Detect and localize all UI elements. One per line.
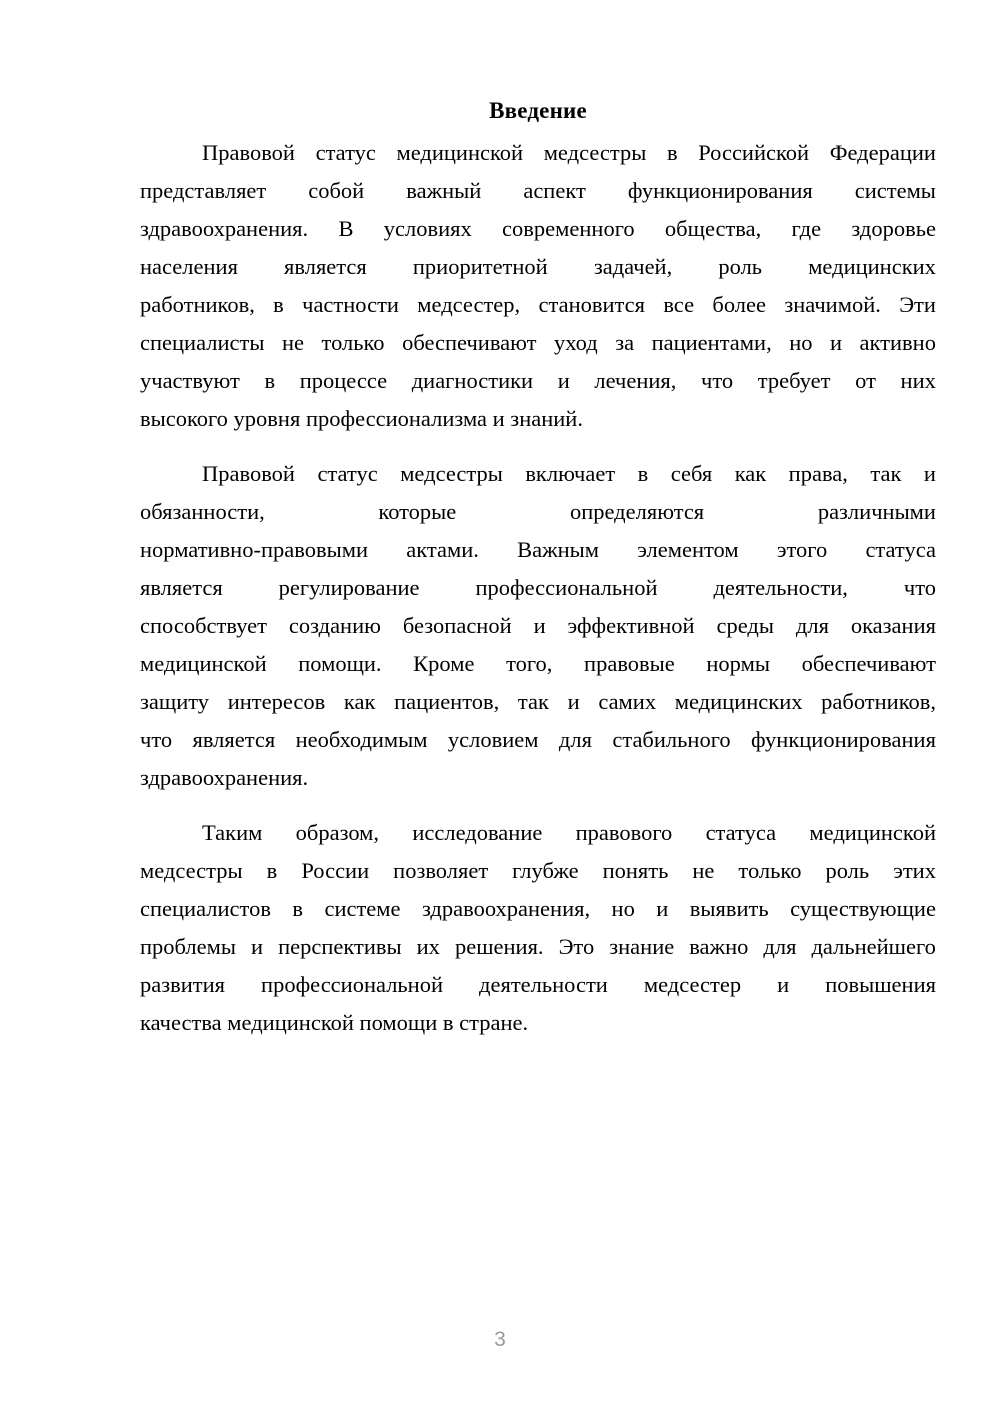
word: но [789,330,813,355]
text-line [140,210,936,248]
word: общества, [664,216,762,241]
word: качества медицинской помощи в стране. [140,1010,529,1035]
word: собой [308,178,365,203]
word: решения. [454,934,544,959]
word: функционирования [627,178,813,203]
word: защиту [140,689,210,714]
word: для [558,727,592,752]
word: и [533,613,546,638]
word: способствует [140,613,267,638]
word: повышения [825,972,936,997]
word: России [301,858,370,883]
word: является [192,727,276,752]
word: Эти [899,292,936,317]
word: статуса [705,820,777,845]
word: что [140,727,173,752]
word: В [338,216,354,241]
word: от [855,368,876,393]
text-line [140,455,936,493]
word: глубже [512,858,579,883]
text-line [140,683,936,721]
word: важно [689,934,749,959]
word: интересов [227,689,326,714]
word: и [656,896,669,921]
word: профессиональной [261,972,444,997]
word: медицинской [809,820,936,845]
word: необходимым [295,727,428,752]
word: медицинских [674,689,803,714]
word: высокого уровня профессионализма и знаний. [140,406,583,431]
word: не [282,330,305,355]
text-line [140,172,936,210]
word: выявить [689,896,769,921]
word: здравоохранения, [421,896,591,921]
text-line [140,966,936,1004]
word: того, [506,651,553,676]
word: уход [553,330,598,355]
word: приоритетной [412,254,548,279]
word: медсестры [400,461,503,486]
text-line [140,814,936,852]
word: специалисты [140,330,265,355]
paragraph-1 [140,134,936,438]
word: становится [538,292,645,317]
word: знание [609,934,675,959]
word: все [663,292,695,317]
word: существующие [790,896,936,921]
word: здравоохранения. [140,216,309,241]
word: задачей, [593,254,673,279]
word: но [611,896,635,921]
page-title: Введение [489,98,587,123]
word: Важным [517,537,600,562]
word: которые [378,499,457,524]
word: здравоохранения. [140,765,309,790]
word: Кроме [413,651,475,676]
word: диагностики [411,368,534,393]
word: населения [140,254,238,279]
word: так [517,689,549,714]
text-line [140,569,936,607]
word: для [763,934,797,959]
word: профессиональной [475,575,658,600]
word: безопасной [402,613,512,638]
word: правовые [584,651,675,676]
word: системы [854,178,936,203]
word: и [567,689,580,714]
word: является [140,575,223,600]
text-line [140,759,936,797]
document-body [140,92,936,1042]
word: нормативно-правовыми [140,537,368,562]
word: функционирования [751,727,936,752]
word: себя [670,461,713,486]
word: не [692,858,715,883]
word: регулирование [278,575,420,600]
word: самих [598,689,657,714]
word: понять [602,858,669,883]
word: так [870,461,902,486]
word: работников, [140,292,255,317]
word: различными [817,499,936,524]
text-line [140,362,936,400]
word: современного [502,216,635,241]
text-line [140,531,936,569]
word: Правовой [202,140,295,165]
word: оказания [850,613,936,638]
word: специалистов [140,896,271,921]
word: значимой. [784,292,881,317]
text-line [140,400,936,438]
word: процессе [299,368,388,393]
word: обеспечивают [402,330,537,355]
word: обязанности, [140,499,265,524]
word: перспективы [278,934,402,959]
word: правового [575,820,673,845]
word: и [557,368,570,393]
word: медсестер [643,972,742,997]
word: условиях [383,216,472,241]
text-line [140,286,936,324]
word: проблемы [140,934,236,959]
text-line [140,134,936,172]
word: пациентов, [394,689,500,714]
word: в [264,368,276,393]
word: эффективной [567,613,695,638]
word: для [795,613,829,638]
word: Федерации [829,140,936,165]
text-line [140,890,936,928]
word: этого [776,537,828,562]
page-number: 3 [494,1328,506,1351]
word: этих [893,858,936,883]
word: участвуют [140,368,240,393]
word: помощи. [298,651,382,676]
word: работников, [821,689,936,714]
word: деятельности [479,972,608,997]
word: аспект [523,178,586,203]
word: деятельности, [713,575,848,600]
word: среды [716,613,774,638]
text-line [140,493,936,531]
word: важный [406,178,482,203]
word: медицинской [140,651,267,676]
word: их [416,934,440,959]
text-line [140,721,936,759]
word: пациентами, [651,330,772,355]
word: в [273,292,284,317]
word: позволяет [393,858,489,883]
word: в [666,140,678,165]
word: условием [447,727,539,752]
word: них [900,368,936,393]
word: роль [825,858,870,883]
word: развития [140,972,226,997]
word: что [903,575,936,600]
text-line [140,928,936,966]
word: частности [302,292,399,317]
word: что [701,368,734,393]
word: является [284,254,367,279]
word: обеспечивают [801,651,936,676]
word: медсестер, [417,292,521,317]
word: в [292,896,304,921]
word: за [615,330,635,355]
word: активно [859,330,936,355]
word: как [734,461,767,486]
word: как [343,689,376,714]
word: права, [788,461,848,486]
word: элементом [637,537,739,562]
word: статус [315,140,376,165]
word: стабильного [612,727,731,752]
word: и [251,934,264,959]
word: Это [558,934,595,959]
word: нормы [706,651,770,676]
word: Таким [202,820,263,845]
word: статус [317,461,378,486]
word: в [266,858,278,883]
word: исследование [412,820,543,845]
word: роль [718,254,763,279]
word: включает [525,461,616,486]
word: здоровье [851,216,936,241]
word: где [791,216,822,241]
paragraph-3 [140,814,936,1042]
word: созданию [288,613,381,638]
text-line [140,248,936,286]
text-line [140,645,936,683]
word: только [321,330,385,355]
word: медицинских [808,254,936,279]
word: только [738,858,802,883]
paragraph-2 [140,455,936,797]
word: и [830,330,843,355]
word: определяются [569,499,705,524]
text-line [140,324,936,362]
word: медсестры [543,140,647,165]
word: актами. [406,537,479,562]
word: образом, [295,820,380,845]
word: и [923,461,936,486]
word: медицинской [396,140,524,165]
word: Правовой [202,461,295,486]
word: лечения, [594,368,677,393]
text-line [140,607,936,645]
word: представляет [140,178,267,203]
word: медсестры [140,858,243,883]
text-line [140,1004,936,1042]
word: более [712,292,766,317]
word: Российской [698,140,810,165]
text-line [140,852,936,890]
word: в [637,461,649,486]
word: статуса [865,537,936,562]
word: системе [324,896,401,921]
word: требует [757,368,831,393]
word: дальнейшего [811,934,936,959]
word: и [777,972,790,997]
